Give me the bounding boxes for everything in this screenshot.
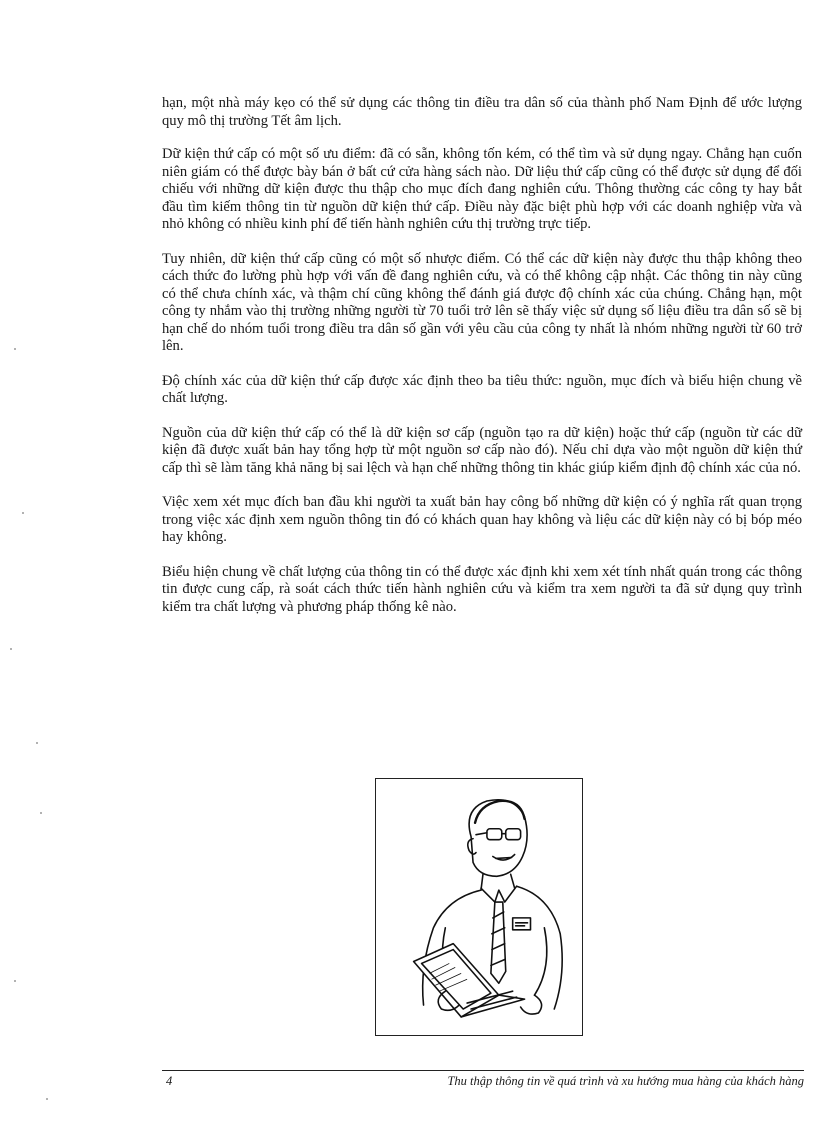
man-with-laptop-illustration — [375, 778, 583, 1036]
scan-speck — [14, 980, 16, 982]
paragraph: Biểu hiện chung về chất lượng của thông tin có thể được xác định khi xem xét tính nhất quán trong các thông tin được cung cấp, rà soát cách thức tiến hành nghiên cứu và kiểm tra xem người ta đã sử dụng quy trình kiểm tra chất lượng và phương pháp thống kê nào. — [162, 563, 802, 615]
scan-speck — [40, 812, 42, 814]
man-with-laptop-drawing — [376, 779, 582, 1035]
paragraph: Tuy nhiên, dữ kiện thứ cấp cũng có một số nhược điểm. Có thể các dữ kiện này được thu thập không theo cách thức đo lường phù hợp với vấn đề đang nghiên cứu, và có thể không cập nhật. Các thông tin này cũng có thể chưa chính xác, và thậm chí cũng không thể đánh giá được độ chính xác của chúng. Chẳng hạn, một công ty nhắm vào thị trường những người từ 70 tuổi trở lên sẽ thấy việc sử dụng số liệu điều tra dân số sẽ bị hạn chế do nhóm tuổi trong điều tra dân số gần với yêu cầu của công ty nhất là nhóm những người từ 60 trở lên. — [162, 250, 802, 354]
scan-speck — [10, 648, 12, 650]
paragraph: Độ chính xác của dữ kiện thứ cấp được xác định theo ba tiêu thức: nguồn, mục đích và biểu hiện chung về chất lượng. — [162, 372, 802, 406]
scan-speck — [14, 348, 16, 350]
paragraph: hạn, một nhà máy kẹo có thể sử dụng các thông tin điều tra dân số của thành phố Nam Định để ước lượng quy mô thị trường Tết âm lịch. — [162, 95, 802, 129]
page-footer — [162, 1074, 804, 1089]
scan-speck — [36, 742, 38, 744]
running-title: Thu thập thông tin về quá trình và xu hướng mua hàng của khách hàng — [447, 1074, 804, 1088]
body-text — [162, 95, 802, 633]
scan-speck — [22, 512, 24, 514]
footer-rule — [162, 1070, 804, 1071]
paragraph: Nguồn của dữ kiện thứ cấp có thể là dữ kiện sơ cấp (nguồn tạo ra dữ kiện) hoặc thứ cấp (nguồn từ các dữ kiện đã được xuất bản hay tổng hợp từ một nguồn sơ cấp nào đó). Nếu chỉ dựa vào một nguồn dữ kiện thứ cấp thì sẽ làm tăng khả năng bị sai lệch và hạn chế những thông tin khác giúp kiểm định độ chính xác của nó. — [162, 424, 802, 476]
scan-speck — [46, 1098, 48, 1100]
paragraph: Dữ kiện thứ cấp có một số ưu điểm: đã có sẵn, không tốn kém, có thể tìm và sử dụng ngay. Chẳng hạn cuốn niên giám có thể được bày bán ở bất cứ cửa hàng sách nào. Dữ liệu thứ cấp cũng có thể được sử dụng để đối chiếu với những dữ kiện được thu thập cho mục đích đang nghiên cứu. Thông thường các công ty hay bắt đầu tìm kiếm thông tin từ nguồn dữ kiện thứ cấp. Điều này đặc biệt phù hợp với các doanh nghiệp vừa và nhỏ không có nhiều kinh phí để tiến hành nghiên cứu thị trường trực tiếp. — [162, 146, 802, 232]
paragraph: Việc xem xét mục đích ban đầu khi người ta xuất bản hay công bố những dữ kiện có ý nghĩa rất quan trọng trong việc xác định xem nguồn thông tin đó có khách quan hay không và liệu các dữ kiện này có bị bóp méo hay không. — [162, 494, 802, 545]
page-number: 4 — [166, 1074, 173, 1088]
